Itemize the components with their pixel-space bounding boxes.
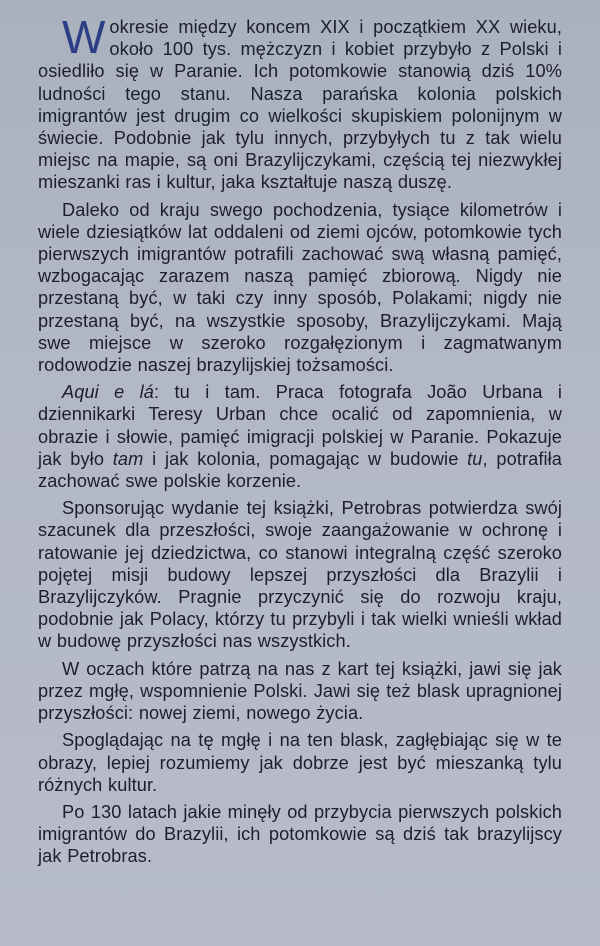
paragraph-1-text: okresie między koncem XIX i początkiem XX wieku, około 100 tys. mężczyzn i kobiet przybyło z Polski i osiedliło się w Paranie. Ich potomkowie stanowią dziś 10% ludności tego stanu. Nasza parańska kolonia polskich imigrantów jest drugim co wielkości skupiskiem polonijnym w świecie. Podobnie jak tylu innych, przybyłych tu z tak wielu miejsc na mapie, są oni Brazylijczykami, częścią tej niezwykłej mieszanki ras i kultur, jaka kształtuje naszą duszę.: [38, 17, 562, 193]
paragraph-3-text: : tu i tam. Praca fotografa João Urbana i dziennikarki Teresy Urban chce ocalić od zapomnienia, w obrazie i słowie, pamięć imigracji polskiej w Paranie. Pokazuje jak było: [38, 382, 562, 469]
paragraph-1: [38, 11, 562, 194]
paragraph-2: Daleko od kraju swego pochodzenia, tysiące kilometrów i wiele dziesiątków lat oddaleni od ziemi ojców, potomkowie tych pierwszych imigrantów potrafili zachować swą własną pamięć, wzbogacając zarazem naszą pamięć zbiorową. Nigdy nie przestaną być, w taki czy inny sposób, Polakami; nigdy nie przestaną być, na wszystkie sposoby, Brazylijczykami. Mają swe miejsce w szeroko rozgałęzionym i zagmatwanym rodowodzie naszej brazylijskiej tożsamości.: [38, 199, 562, 376]
paragraph-3-text-2: i jak kolonia, pomagając w budowie: [143, 448, 468, 469]
italic-word-tam: tam: [112, 448, 144, 469]
paragraph-6: Spoglądając na tę mgłę i na ten blask, zagłębiając się w te obrazy, lepiej rozumiemy jak dobrze jest być mieszanką tylu różnych kultur.: [38, 730, 562, 795]
italic-phrase: Aqui e lá: [62, 382, 155, 403]
paragraph-3: [38, 381, 562, 492]
paragraph-5: W oczach które patrzą na nas z kart tej książki, jawi się jak przez mgłę, wspomnienie Polski. Jawi się też blask upragnionej przyszłości: nowej ziemi, nowego życia.: [38, 658, 562, 724]
paragraph-4: Sponsorując wydanie tej książki, Petrobras potwierdza swój szacunek dla przeszłości, swoje zaangażowanie w ochronę i ratowanie jej dziedzictwa, co stanowi integralną część szeroko pojętej misji budowy lepszej przyszłości dla Brazylii i Brazylijczyków. Pragnie przyczynić się do rozwoju kraju, podobnie jak Polacy, którzy tu przybyli i tak wielki wnieśli wkład w budowę przyszłości nas wszystkich.: [38, 498, 562, 652]
paragraph-7: Po 130 latach jakie minęły od przybycia pierwszych polskich imigrantów do Brazylii, ich potomkowie są dziś tak brazylijscy jak Petrobras.: [38, 801, 562, 867]
paragraph-3-text-3: , potrafiła zachować swe polskie korzenie.: [38, 448, 562, 492]
italic-word-tu: tu: [467, 448, 483, 469]
body-text: [38, 11, 562, 873]
drop-cap: W: [62, 11, 104, 63]
